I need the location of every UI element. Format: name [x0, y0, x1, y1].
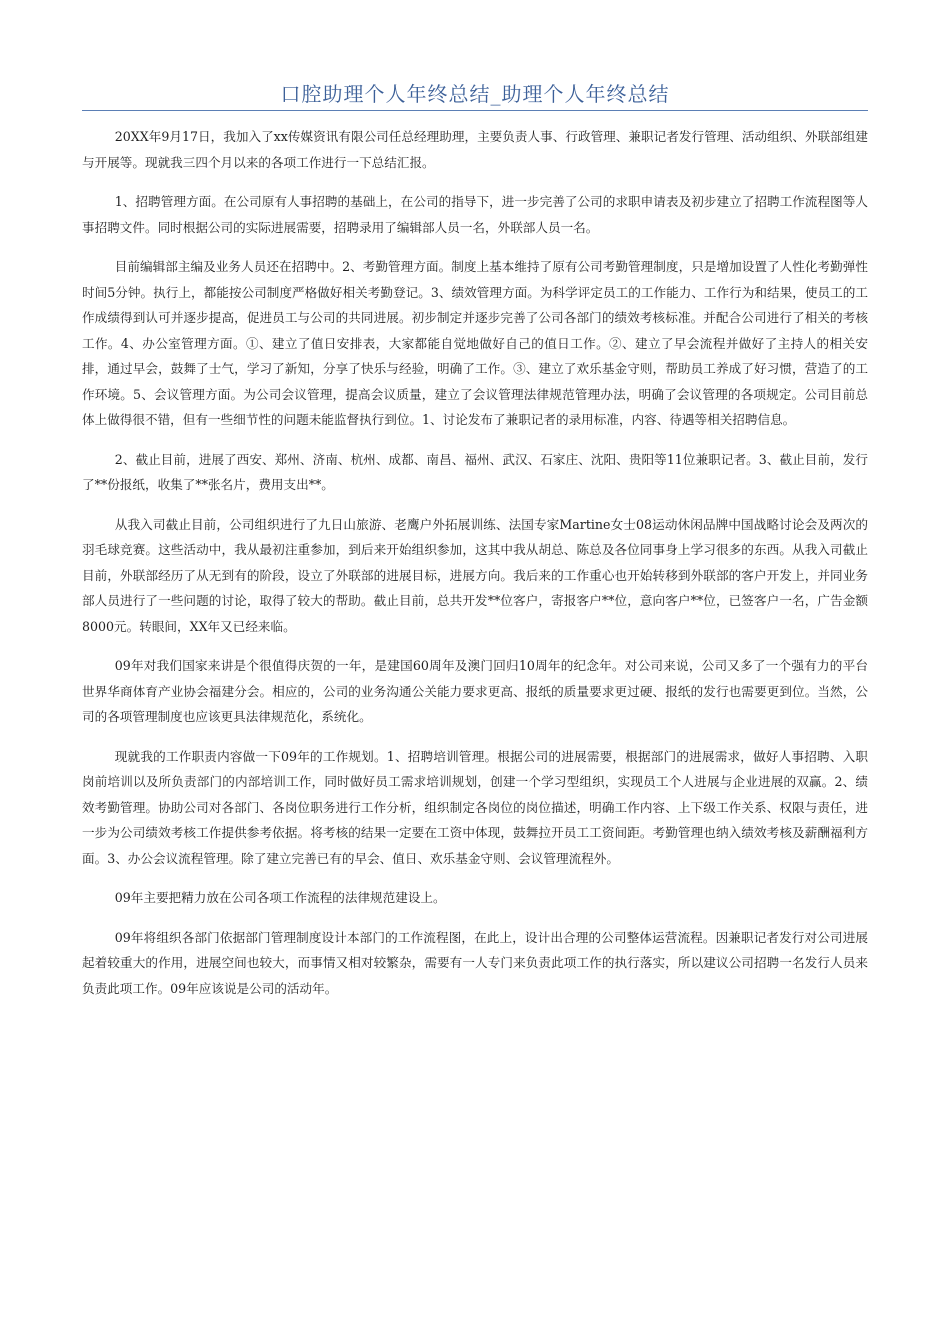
paragraph-management-areas: 目前编辑部主编及业务人员还在招聘中。2、考勤管理方面。制度上基本维持了原有公司考勤管理制度，只是增加设置了人性化考勤弹性时间5分钟。执行上，都能按公司制度严格做好相关考勤登记。3、绩效管理方面。为科学评定员工的工作能力、工作行为和结果，使员工的工作成绩得到认可并逐步提高，促进员工与公司的共同进展。初步制定并逐步完善了公司各部门的绩效考核标准。并配合公司进行了相关的考核工作。4、办公室管理方面。①、建立了值日安排表，大家都能自觉地做好自己的值日工作。②、建立了早会流程并做好了主持人的相关安排，通过早会，鼓舞了士气，学习了新知，分享了快乐与经验，明确了工作。③、建立了欢乐基金守则，帮助员工养成了好习惯，营造了的工作环境。5、会议管理方面。为公司会议管理，提高会议质量，建立了会议管理法律规范管理办法，明确了会议管理的各项规定。公司目前总体上做得很不错，但有一些细节性的问题未能监督执行到位。1、讨论发布了兼职记者的录用标准，内容、待遇等相关招聘信息。	[82, 259, 868, 427]
paragraph-focus: 09年主要把精力放在公司各项工作流程的法律规范建设上。	[114, 890, 446, 905]
paragraph-workflow: 09年将组织各部门依据部门管理制度设计本部门的工作流程图，在此上，设计出合理的公司整体运营流程。因兼职记者发行对公司进展起着较重大的作用，进展空间也较大，而事情又相对较繁杂，需要有一人专门来负责此项工作的执行落实，所以建议公司招聘一名发行人员来负责此项工作。09年应该说是公司的活动年。	[82, 929, 868, 996]
paragraph-activities: 从我入司截止目前，公司组织进行了九日山旅游、老鹰户外拓展训练、法国专家Martine女士08运动休闲品牌中国战略讨论会及两次的羽毛球竞赛。这些活动中，我从最初注重参加，到后来开始组织参加，这其中我从胡总、陈总及各位同事身上学习很多的东西。从我入司截止目前，外联部经历了从无到有的阶段，设立了外联部的进展目标，进展方向。我后来的工作重心也开始转移到外联部的客户开发上，并同业务部人员进行了一些问题的讨论，取得了较大的帮助。截止目前，总共开发**位客户，寄报客户**位，意向客户**位，已签客户一名，广告金额8000元。转眼间，XX年又已经来临。	[82, 516, 868, 634]
paragraph-correspondents: 2、截止目前，进展了西安、郑州、济南、杭州、成都、南昌、福州、武汉、石家庄、沈阳、贵阳等11位兼职记者。3、截止目前，发行了**份报纸，收集了**张名片，费用支出**。	[82, 451, 868, 492]
title-underline-divider	[82, 110, 868, 111]
paragraph-year-09-outlook: 09年对我们国家来讲是个很值得庆贺的一年，是建国60周年及澳门回归10周年的纪念年。对公司来说，公司又多了一个强有力的平台世界华商体育产业协会福建分会。相应的，公司的业务沟通公关能力要求更高、报纸的质量要求更过硬、报纸的发行也需要更到位。当然，公司的各项管理制度也应该更具法律规范化，系统化。	[82, 658, 868, 724]
document-title: 口腔助理个人年终总结_助理个人年终总结	[280, 82, 670, 106]
document-body	[82, 124, 868, 1015]
paragraph-recruitment: 1、招聘管理方面。在公司原有人事招聘的基础上，在公司的指导下，进一步完善了公司的求职申请表及初步建立了招聘工作流程图等人事招聘文件。同时根据公司的实际进展需要，招聘录用了编辑部人员一名，外联部人员一名。	[82, 194, 868, 235]
paragraph-work-plan: 现就我的工作职责内容做一下09年的工作规划。1、招聘培训管理。根据公司的进展需要，根据部门的进展需求，做好人事招聘、入职岗前培训以及所负责部门的内部培训工作，同时做好员工需求培训规划，创建一个学习型组织，实现员工个人进展与企业进展的双赢。2、绩效考勤管理。协助公司对各部门、各岗位职务进行工作分析，组织制定各岗位的岗位描述，明确工作内容、上下级工作关系、权限与责任，进一步为公司绩效考核工作提供参考依据。将考核的结果一定要在工资中体现，鼓舞拉开员工工资间距。考勤管理也纳入绩效考核及薪酬福利方面。3、办公会议流程管理。除了建立完善已有的早会、值日、欢乐基金守则、会议管理流程外。	[82, 748, 868, 866]
paragraph-intro: 20XX年9月17日，我加入了xx传媒资讯有限公司任总经理助理，主要负责人事、行政管理、兼职记者发行管理、活动组织、外联部组建与开展等。现就我三四个月以来的各项工作进行一下总结汇报。	[82, 129, 868, 170]
